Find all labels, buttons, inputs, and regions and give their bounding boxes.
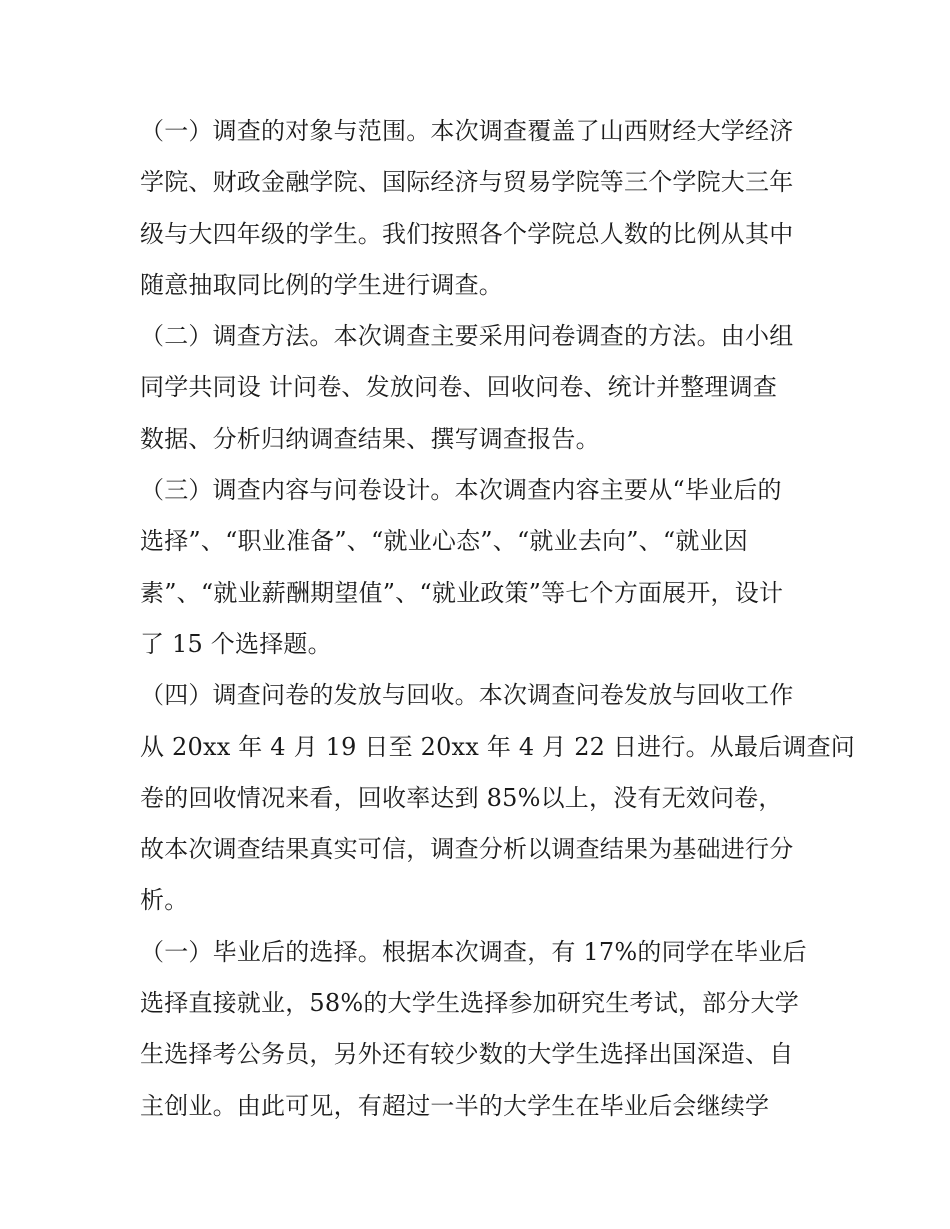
text-line-8: （三）调查内容与问卷设计。本次调查内容主要从“毕业后的 [140,476,782,505]
text-line-6: 同学共同设 计问卷、发放问卷、回收问卷、统计并整理调查 [140,373,778,402]
body-text [140,106,855,1132]
text-line-16: 析。 [140,886,189,915]
text-line-18: 选择直接就业，58%的大学生选择参加研究生考试，部分大学 [140,989,799,1018]
text-line-1: （一）调查的对象与范围。本次调查覆盖了山西财经大学经济 [140,117,794,145]
text-line-10: 素”、“就业薪酬期望值”、“就业政策”等七个方面展开，设计 [140,578,784,607]
text-line-20: 主创业。由此可见，有超过一半的大学生在毕业后会继续学 [140,1091,770,1120]
text-line-7: 数据、分析归纳调查结果、撰写调查报告。 [140,424,600,453]
text-line-12: （四）调查问卷的发放与回收。本次调查问卷发放与回收工作 [140,681,794,710]
text-line-3: 级与大四年级的学生。我们按照各个学院总人数的比例从其中 [140,219,794,248]
text-line-14: 卷的回收情况来看，回收率达到 85%以上，没有无效问卷， [140,783,783,812]
text-line-17: （一）毕业后的选择。根据本次调查，有 17%的同学在毕业后 [140,937,807,966]
text-line-15: 故本次调查结果真实可信，调查分析以调查结果为基础进行分 [140,835,794,864]
text-line-5: （二）调查方法。本次调查主要采用问卷调查的方法。由小组 [140,322,794,351]
text-line-19: 生选择考公务员，另外还有较少数的大学生选择出国深造、自 [140,1040,794,1069]
text-line-2: 学院、财政金融学院、国际经济与贸易学院等三个学院大三年 [140,168,794,197]
text-line-4: 随意抽取同比例的学生进行调查。 [140,270,503,299]
text-line-13: 从 20xx 年 4 月 19 日至 20xx 年 4 月 22 日进行。从最后调查问 [140,732,855,761]
text-line-11: 了 15 个选择题。 [140,629,332,658]
text-line-9: 选择”、“职业准备”、“就业心态”、“就业去向”、“就业因 [140,527,748,556]
